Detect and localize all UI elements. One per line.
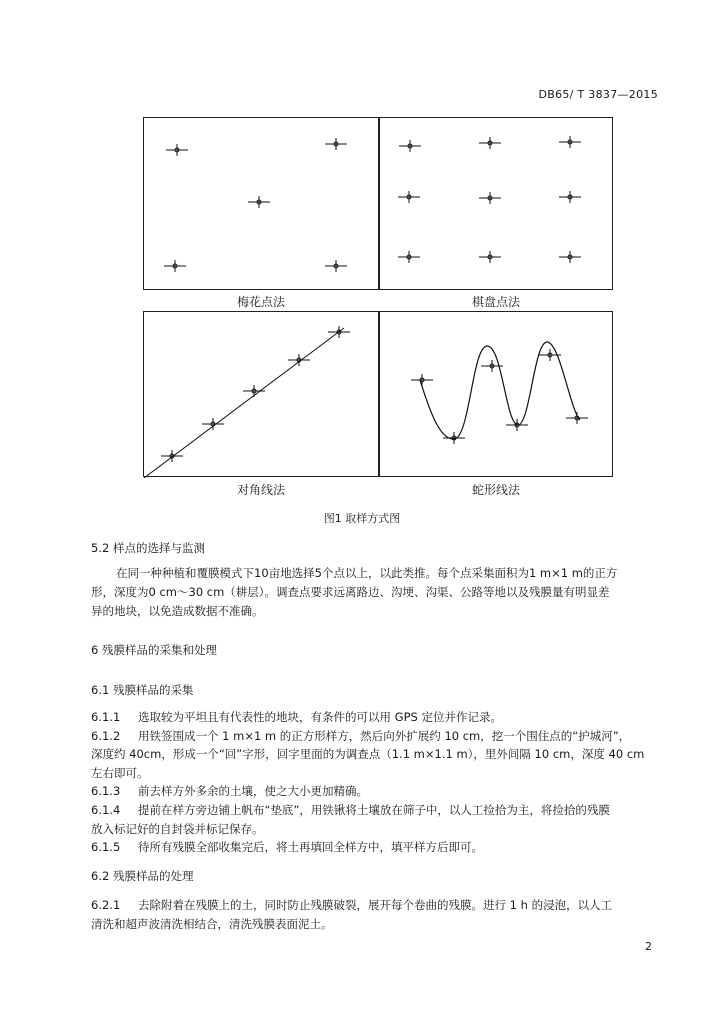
sample-point — [399, 140, 421, 152]
panel-serpentine — [379, 311, 613, 477]
section-6-2-heading: 6.2 残膜样品的处理 — [91, 869, 194, 883]
page-number: 2 — [645, 940, 652, 953]
panel-plum-blossom — [143, 117, 379, 290]
panel-diagonal — [143, 311, 379, 477]
sample-point — [479, 192, 501, 204]
sample-point — [164, 260, 186, 272]
item-number: 6.1.4 — [91, 803, 121, 817]
panel-caption-plum: 梅花点法 — [236, 295, 285, 309]
item-text: 深度约 40cm，形成一个“回”字形，回字里面的为调查点（1.1 m×1.1 m），里外间隔 10 cm，深度 40 cm — [91, 747, 645, 761]
chessboard-points — [380, 118, 614, 291]
sample-point — [325, 138, 347, 150]
section-6-heading: 6 残膜样品的采集和处理 — [91, 643, 217, 657]
item-text: 提前在样方旁边铺上帆布“垫底”，用铁锹将土壤放在筛子中，以人工捡拾为主，将捡拾的残膜 — [138, 803, 610, 817]
sample-point — [243, 385, 265, 397]
section-5-2-line: 异的地块，以免造成数据不准确。 — [91, 604, 264, 618]
item-number: 6.1.2 — [91, 729, 121, 743]
section-6-1-heading: 6.1 残膜样品的采集 — [91, 683, 194, 697]
item-number: 6.1.1 — [91, 710, 121, 724]
section-5-2-line: 形，深度为0 cm～30 cm（耕层）。调查点要求远离路边、沟埂、沟渠、公路等地以及残膜量有明显差 — [91, 585, 610, 599]
sample-point — [328, 326, 350, 338]
sample-point — [479, 251, 501, 263]
sample-point — [248, 196, 270, 208]
item-text: 用铁签围成一个 1 m×1 m 的正方形样方，然后向外扩展约 10 cm，挖一个围住点的“护城河”， — [138, 729, 631, 743]
sample-point — [398, 251, 420, 263]
sample-point — [398, 191, 420, 203]
item-text: 去除附着在残膜上的土，同时防止残膜破裂，展开每个卷曲的残膜。进行 1 h 的浸泡，以人工 — [138, 898, 613, 912]
item-text: 放入标记好的自封袋并标记保存。 — [91, 822, 264, 836]
sample-point — [325, 260, 347, 272]
sample-point — [506, 419, 528, 431]
item-text: 清洗和超声波清洗相结合，清洗残膜表面泥土。 — [91, 917, 333, 931]
diagonal-points — [144, 312, 380, 478]
section-5-2-heading: 5.2 样点的选择与监测 — [91, 541, 205, 555]
section-5-2-line: 在同一种种植和覆膜模式下10亩地选择5个点以上，以此类推。每个点采集面积为1 m×1 m的正方 — [116, 566, 618, 580]
item-number: 6.1.5 — [91, 840, 121, 854]
sample-point — [202, 418, 224, 430]
serpentine-curve — [420, 342, 580, 439]
item-text: 待所有残膜全部收集完后，将土再填回全样方中，填平样方后即可。 — [138, 840, 483, 854]
figure-title: 图1 取样方式图 — [323, 512, 401, 525]
item-text: 选取较为平坦且有代表性的地块，有条件的可以用 GPS 定位并作记录。 — [138, 710, 502, 724]
item-number: 6.2.1 — [91, 898, 121, 912]
panel-caption-chessboard: 棋盘点法 — [471, 295, 520, 309]
item-text: 前去样方外多余的土壤，使之大小更加精确。 — [138, 784, 368, 798]
sample-point — [559, 251, 581, 263]
sample-point — [559, 136, 581, 148]
sample-point — [559, 191, 581, 203]
sample-point — [566, 412, 588, 424]
sample-point — [411, 374, 433, 386]
item-number: 6.1.3 — [91, 784, 121, 798]
sample-point — [166, 144, 188, 156]
panel-chessboard — [379, 117, 613, 290]
sample-point — [443, 432, 465, 444]
sample-point — [479, 137, 501, 149]
plum-blossom-points — [144, 118, 380, 291]
panel-caption-serpentine: 蛇形线法 — [471, 483, 520, 497]
document-code: DB65/ T 3837—2015 — [538, 88, 658, 101]
item-text: 左右即可。 — [91, 766, 149, 780]
panel-caption-diagonal: 对角线法 — [236, 483, 285, 497]
sample-point — [539, 349, 561, 361]
serpentine-points — [380, 312, 614, 478]
